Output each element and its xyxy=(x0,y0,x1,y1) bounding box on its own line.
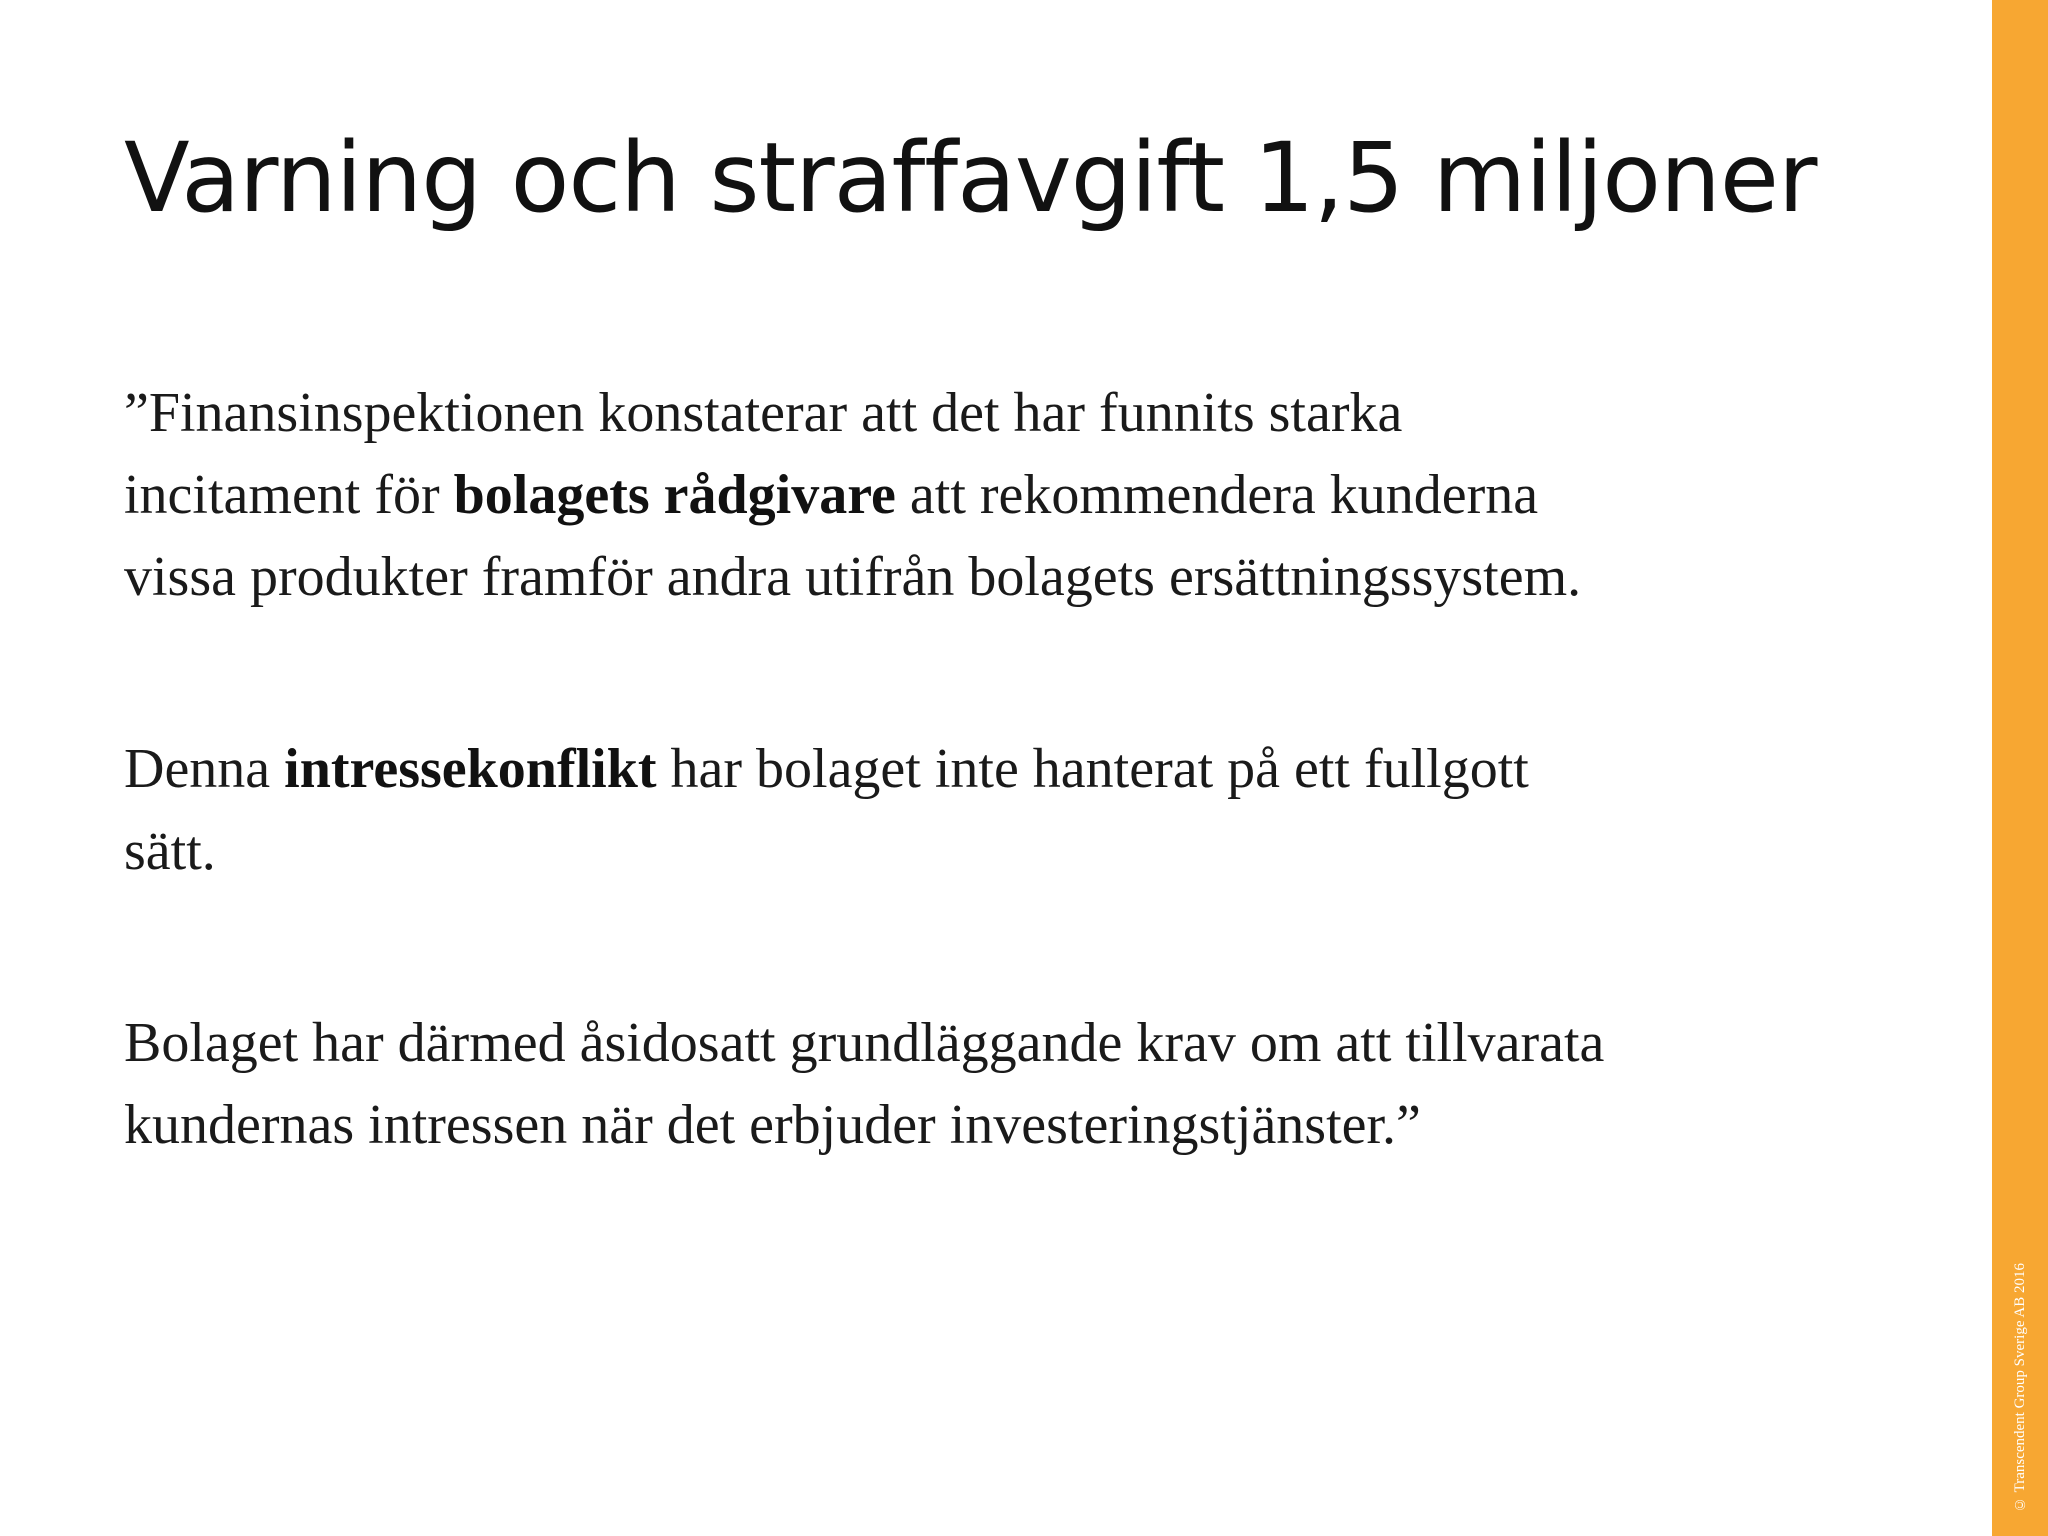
paragraph-2-line-2: sätt. xyxy=(124,820,216,882)
paragraph-3-line-2: kundernas intressen när det erbjuder investeringstjänster.” xyxy=(124,1094,1421,1156)
emphasis-bolagets-radgivare: bolagets rådgivare xyxy=(453,464,896,526)
paragraph-3-line-1: Bolaget har därmed åsidosatt grundläggande krav om att tillvarata xyxy=(124,1012,1605,1074)
quote-paragraph-2 xyxy=(124,728,1924,892)
paragraph-2-pre: Denna xyxy=(124,738,285,800)
copyright-text: © Transcendent Group Sverige AB 2016 xyxy=(2011,1263,2028,1512)
emphasis-intressekonflikt: intressekonflikt xyxy=(284,738,657,800)
slide-body xyxy=(124,372,1924,1166)
paragraph-1-line-1: ”Finansinspektionen konstaterar att det har funnits starka xyxy=(124,382,1403,444)
copyright-notice xyxy=(2000,1172,2040,1512)
paragraph-2-post: har bolaget inte hanterat på ett fullgott xyxy=(656,738,1529,800)
paragraph-1-line-3: vissa produkter framför andra utifrån bolagets ersättningssystem. xyxy=(124,546,1582,608)
paragraph-1-line-2-post: att rekommendera kunderna xyxy=(895,464,1539,526)
paragraph-1-line-2-pre: incitament för xyxy=(124,464,454,526)
quote-paragraph-3 xyxy=(124,1002,1924,1166)
slide-title: Varning och straffavgift 1,5 miljoner xyxy=(124,122,1817,234)
quote-paragraph-1 xyxy=(124,372,1924,618)
